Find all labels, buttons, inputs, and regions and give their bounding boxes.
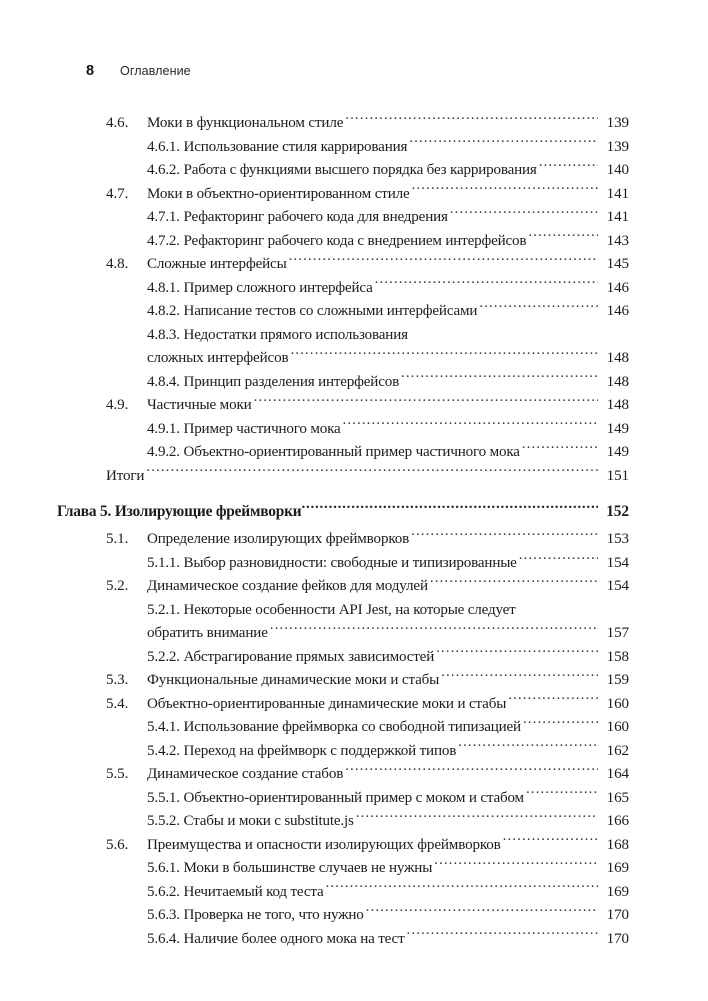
toc-entry-title: 5.4.2. Переход на фреймворк с поддержкой типов <box>147 742 457 759</box>
toc-entry-page-number: 165 <box>606 789 629 806</box>
toc-entry-title: 4.8.3. Недостатки прямого использования <box>147 326 408 343</box>
dot-leader <box>343 417 598 432</box>
toc-entry-title: 4.9.2. Объектно-ориентированный пример частичного мока <box>147 444 520 460</box>
toc-entry-title: 4.8.4. Принцип разделения интерфейсов <box>147 373 400 390</box>
toc-entry-page-number: 146 <box>606 303 629 320</box>
toc-entry-page-number: 140 <box>606 162 629 179</box>
toc-entry-page-number: 148 <box>606 350 629 366</box>
toc-entry-title: 4.7.2. Рефакторинг рабочего кода с внедрением интерфейсов <box>147 232 527 249</box>
toc-entry[interactable] <box>0 441 708 465</box>
toc-entry[interactable] <box>0 552 708 576</box>
toc-entry[interactable] <box>0 928 708 952</box>
toc-entry-title-continued: обратить внимание <box>147 625 268 642</box>
toc-entry-number: 4.7. <box>106 185 129 202</box>
toc-entry-title: Частичные моки <box>147 397 252 413</box>
toc-entry-page-number: 141 <box>606 185 629 202</box>
dot-leader <box>146 464 598 479</box>
toc-entry-page-number: 157 <box>606 625 629 642</box>
dot-leader <box>301 501 598 516</box>
dot-leader <box>528 230 598 245</box>
toc-entry[interactable] <box>0 136 708 160</box>
toc-entry-number: 5.4. <box>106 695 129 712</box>
toc-entry-title: 5.2.1. Некоторые особенности API Jest, на которые следует <box>147 601 516 618</box>
toc-entry[interactable] <box>0 622 708 646</box>
toc-entry-page-number: 170 <box>606 907 629 924</box>
toc-entry-page-number: 146 <box>606 279 629 296</box>
toc-entry-title-continued: сложных интерфейсов <box>147 350 289 366</box>
toc-entry-title: Преимущества и опасности изолирующих фреймворков <box>147 836 501 853</box>
toc-chapter-page-number: 152 <box>606 502 629 520</box>
toc-entry[interactable] <box>0 464 708 488</box>
toc-entry-page-number: 149 <box>606 444 629 460</box>
toc-entry[interactable] <box>0 347 708 371</box>
toc-entry-page-number: 141 <box>606 209 629 226</box>
toc-entry-page-number: 139 <box>606 138 629 155</box>
toc-entry-title: 4.6.2. Работа с функциями высшего порядка без каррирования <box>147 162 537 179</box>
table-of-contents <box>0 112 708 951</box>
toc-entry[interactable] <box>0 230 708 254</box>
dot-leader <box>409 136 598 151</box>
toc-entry-title: Объектно-ориентированные динамические моки и стабы <box>147 695 507 712</box>
toc-entry-title: Динамическое создание стабов <box>147 766 344 783</box>
dot-leader <box>366 904 598 919</box>
toc-entry-title: Моки в объектно-ориентированном стиле <box>147 185 410 202</box>
toc-entry[interactable] <box>0 417 708 441</box>
toc-entry-title: Определение изолирующих фреймворков <box>147 531 410 548</box>
toc-entry-title: Моки в функциональном стиле <box>147 115 344 132</box>
toc-entry[interactable] <box>0 253 708 277</box>
toc-entry-title: Сложные интерфейсы <box>147 256 287 273</box>
dot-leader <box>519 552 598 567</box>
toc-entry-page-number: 164 <box>606 766 629 783</box>
dot-leader <box>412 183 598 198</box>
toc-entry-title: 4.9.1. Пример частичного мока <box>147 420 341 437</box>
dot-leader <box>508 693 598 708</box>
toc-entry[interactable] <box>0 300 708 324</box>
toc-entry[interactable] <box>0 324 708 347</box>
toc-entry-page-number: 169 <box>606 860 629 877</box>
toc-entry[interactable] <box>0 394 708 418</box>
dot-leader <box>345 112 598 127</box>
toc-entry-title: 5.6.1. Моки в большинстве случаев не нужны <box>147 860 433 877</box>
dot-leader <box>434 857 598 872</box>
dot-leader <box>407 928 599 943</box>
toc-entry-page-number: 160 <box>606 695 629 712</box>
toc-entry-number: 5.5. <box>106 766 129 783</box>
toc-entry[interactable] <box>0 693 708 717</box>
toc-entry[interactable] <box>0 112 708 136</box>
toc-entry-page-number: 168 <box>606 836 629 853</box>
dot-leader <box>539 159 598 174</box>
toc-entry-page-number: 151 <box>606 467 629 484</box>
dot-leader <box>270 622 598 637</box>
toc-entry-title: 5.5.1. Объектно-ориентированный пример с моком и стабом <box>147 789 524 806</box>
toc-entry-page-number: 169 <box>606 883 629 900</box>
toc-entry-number: 4.9. <box>106 397 129 413</box>
toc-entry[interactable] <box>0 500 708 523</box>
toc-entry-number: 4.6. <box>106 115 129 132</box>
toc-entry-number: 4.8. <box>106 256 129 273</box>
running-header <box>86 63 191 79</box>
toc-entry-number: 5.3. <box>106 672 129 689</box>
toc-entry[interactable] <box>0 763 708 787</box>
toc-entry[interactable] <box>0 599 708 622</box>
toc-entry[interactable] <box>0 669 708 693</box>
toc-entry-title: 4.6.1. Использование стиля каррирования <box>147 138 408 155</box>
toc-entry-title: 4.8.2. Написание тестов со сложными интерфейсами <box>147 303 478 320</box>
dot-leader <box>325 881 598 896</box>
toc-entry-page-number: 139 <box>606 115 629 132</box>
toc-entry[interactable] <box>0 716 708 740</box>
toc-entry[interactable] <box>0 857 708 881</box>
toc-entry-title: 5.1.1. Выбор разновидности: свободные и типизированные <box>147 554 517 571</box>
toc-entry[interactable] <box>0 370 708 394</box>
dot-leader <box>289 253 598 268</box>
toc-entry-title: 4.8.1. Пример сложного интерфейса <box>147 279 373 296</box>
toc-entry-page-number: 153 <box>606 531 629 548</box>
toc-entry-page-number: 143 <box>606 232 629 249</box>
toc-entry[interactable] <box>0 575 708 599</box>
toc-chapter-title: Глава 5. Изолирующие фреймворки <box>57 502 302 520</box>
dot-leader <box>458 740 598 755</box>
toc-entry-number: 5.6. <box>106 836 129 853</box>
toc-entry[interactable] <box>0 787 708 811</box>
dot-leader <box>290 347 598 362</box>
toc-entry-page-number: 166 <box>606 813 629 830</box>
dot-leader <box>441 669 598 684</box>
toc-entry-page-number: 170 <box>606 930 629 947</box>
dot-leader <box>450 206 598 221</box>
toc-entry-number: 5.1. <box>106 531 129 548</box>
dot-leader <box>401 370 598 385</box>
toc-entry-page-number: 159 <box>606 672 629 689</box>
toc-entry-title: Функциональные динамические моки и стабы <box>147 672 440 689</box>
toc-entry-title: 5.6.4. Наличие более одного мока на тест <box>147 930 405 947</box>
toc-entry-title: Динамическое создание фейков для модулей <box>147 578 428 595</box>
toc-entry-page-number: 154 <box>606 554 629 571</box>
toc-entry[interactable] <box>0 159 708 183</box>
dot-leader <box>345 763 598 778</box>
toc-entry-page-number: 148 <box>606 373 629 390</box>
toc-entry[interactable] <box>0 881 708 905</box>
toc-entry-title: 5.2.2. Абстрагирование прямых зависимостей <box>147 648 435 665</box>
dot-leader <box>254 394 598 409</box>
dot-leader <box>526 787 598 802</box>
dot-leader <box>356 810 598 825</box>
running-header-title: Оглавление <box>120 64 191 78</box>
toc-entry-page-number: 158 <box>606 648 629 665</box>
toc-entry[interactable] <box>0 904 708 928</box>
toc-entry-number: 5.2. <box>106 578 129 595</box>
dot-leader <box>411 528 598 543</box>
toc-entry-title: 5.5.2. Стабы и моки с substitute.js <box>147 813 354 830</box>
toc-entry-page-number: 162 <box>606 742 629 759</box>
toc-entry-page-number: 145 <box>606 256 629 273</box>
toc-entry[interactable] <box>0 740 708 764</box>
toc-entry-title: 5.6.2. Нечитаемый код теста <box>147 883 324 900</box>
toc-entry[interactable] <box>0 528 708 552</box>
dot-leader <box>503 834 598 849</box>
page-folio: 8 <box>86 63 95 79</box>
toc-entry[interactable] <box>0 206 708 230</box>
toc-entry-page-number: 148 <box>606 397 629 413</box>
dot-leader <box>522 441 598 456</box>
toc-entry[interactable] <box>0 646 708 670</box>
dot-leader <box>479 300 598 315</box>
toc-entry-title: Итоги <box>106 467 145 484</box>
toc-entry[interactable] <box>0 834 708 858</box>
dot-leader <box>436 646 598 661</box>
toc-entry[interactable] <box>0 810 708 834</box>
toc-entry-title: 4.7.1. Рефакторинг рабочего кода для внедрения <box>147 209 448 226</box>
toc-entry[interactable] <box>0 183 708 207</box>
dot-leader <box>375 277 598 292</box>
toc-entry[interactable] <box>0 277 708 301</box>
toc-entry-title: 5.6.3. Проверка не того, что нужно <box>147 907 364 924</box>
toc-entry-page-number: 160 <box>606 719 629 736</box>
toc-entry-page-number: 154 <box>606 578 629 595</box>
toc-entry-title: 5.4.1. Использование фреймворка со свободной типизацией <box>147 719 521 736</box>
toc-entry-page-number: 149 <box>606 420 629 437</box>
dot-leader <box>430 575 598 590</box>
dot-leader <box>523 716 598 731</box>
